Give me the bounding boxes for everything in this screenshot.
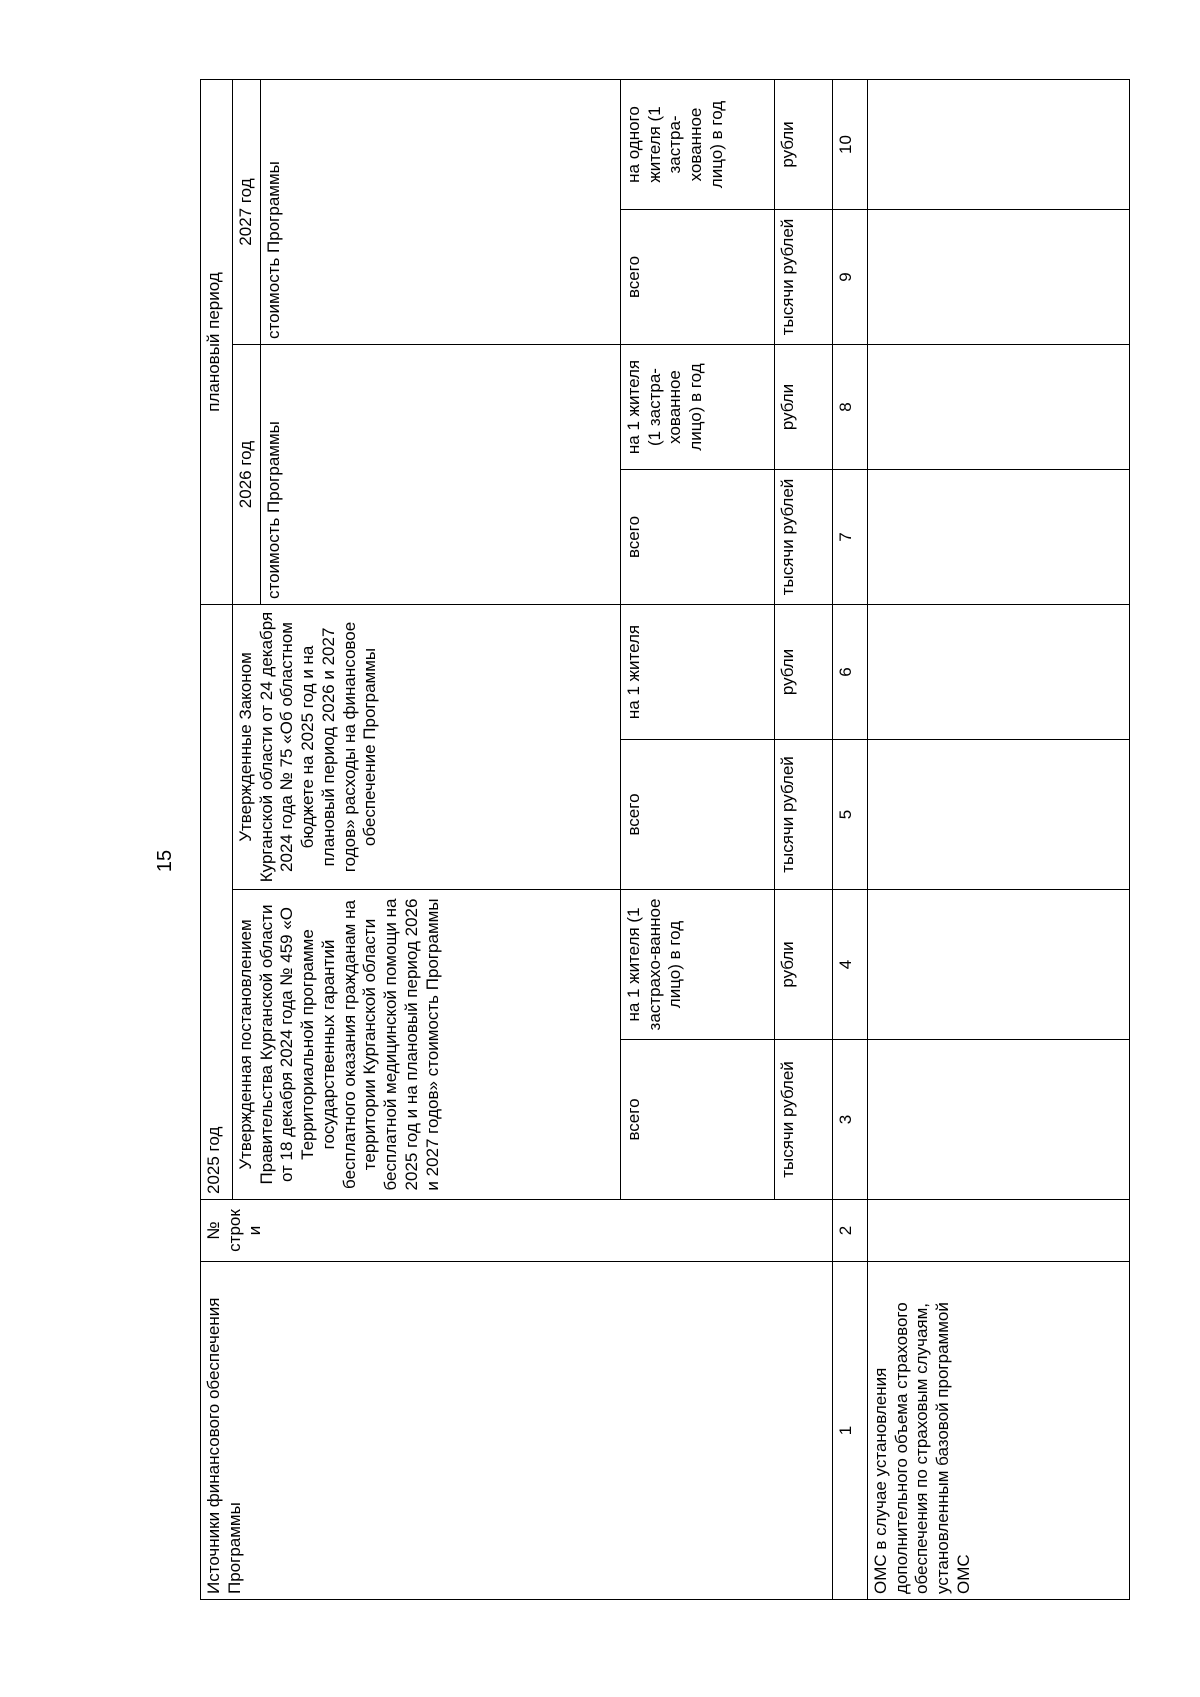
row-number: [868, 1200, 1130, 1262]
unit-c6: рубли: [775, 605, 833, 740]
unit-c10: рубли: [775, 79, 833, 209]
colnum-5: 5: [833, 740, 868, 890]
unit-c9: тысячи рублей: [775, 210, 833, 345]
header-2027: 2027 год: [233, 79, 261, 344]
header-c5-total: всего: [621, 740, 775, 890]
header-row-1: [201, 79, 233, 1599]
colnum-7: 7: [833, 470, 868, 605]
header-c7-total: всего: [621, 470, 775, 605]
header-cost-2027: стоимость Программы: [261, 79, 621, 344]
unit-c3: тысячи рублей: [775, 1040, 833, 1200]
colnum-9: 9: [833, 210, 868, 345]
rotated-table-container: [200, 80, 1130, 1600]
row-value-c3: [868, 1040, 1130, 1200]
unit-c7: тысячи рублей: [775, 470, 833, 605]
unit-c4: рубли: [775, 890, 833, 1040]
unit-c5: тысячи рублей: [775, 740, 833, 890]
colnum-10: 10: [833, 79, 868, 209]
row-value-c10: [868, 79, 1130, 209]
table-row: [868, 79, 1130, 1599]
colnum-3: 3: [833, 1040, 868, 1200]
row-value-c6: [868, 605, 1130, 740]
header-c8-per-capita: на 1 жителя (1 застра-хованное лицо) в год: [621, 345, 775, 470]
header-c9-total: всего: [621, 210, 775, 345]
header-sources: Источники финансового обеспечения Программы: [201, 1262, 833, 1600]
page-number: 15: [154, 849, 176, 873]
column-numbers-row: [833, 79, 868, 1599]
row-value-c5: [868, 740, 1130, 890]
header-c3-total: всего: [621, 1040, 775, 1200]
colnum-2: 2: [833, 1200, 868, 1262]
header-cost-2026: стоимость Программы: [261, 345, 621, 605]
header-planned-period: плановый период: [201, 79, 233, 604]
header-approved-resolution: Утвержденная постановлением Правительства Курганской области от 18 декабря 2024 года № 459 «О Территориальной программе государственных гарантий бесплатного оказания гражданам на территории Курганской области бесплатной медицинской помощи на 2025 год и на плановый период 2026 и 2027 годов» стоимость Программы: [233, 890, 621, 1200]
header-row-no: № строки: [201, 1200, 833, 1262]
header-approved-law: Утвержденные Законом Курганской области от 24 декабря 2024 года № 75 «Об областном бюджете на 2025 год и на плановый период 2026 и 2027 годов» расходы на финансовое обеспечение Программы: [233, 605, 621, 890]
financing-table: [200, 79, 1130, 1600]
header-c4-per-capita: на 1 жителя (1 застрахо-ванное лицо) в год: [621, 890, 775, 1040]
header-2025: 2025 год: [201, 605, 233, 1200]
row-source: ОМС в случае установления дополнительного объема страхового обеспечения по страховым случаям, установленным базовой программой ОМС: [868, 1262, 1130, 1600]
colnum-4: 4: [833, 890, 868, 1040]
header-c10-per-capita: на одного жителя (1 застра-хованное лицо) в год: [621, 79, 775, 209]
row-value-c7: [868, 470, 1130, 605]
row-value-c4: [868, 890, 1130, 1040]
colnum-6: 6: [833, 605, 868, 740]
colnum-8: 8: [833, 345, 868, 470]
header-2026: 2026 год: [233, 345, 261, 605]
row-value-c8: [868, 345, 1130, 470]
colnum-1: 1: [833, 1262, 868, 1600]
row-value-c9: [868, 210, 1130, 345]
header-c6-per-capita: на 1 жителя: [621, 605, 775, 740]
unit-c8: рубли: [775, 345, 833, 470]
